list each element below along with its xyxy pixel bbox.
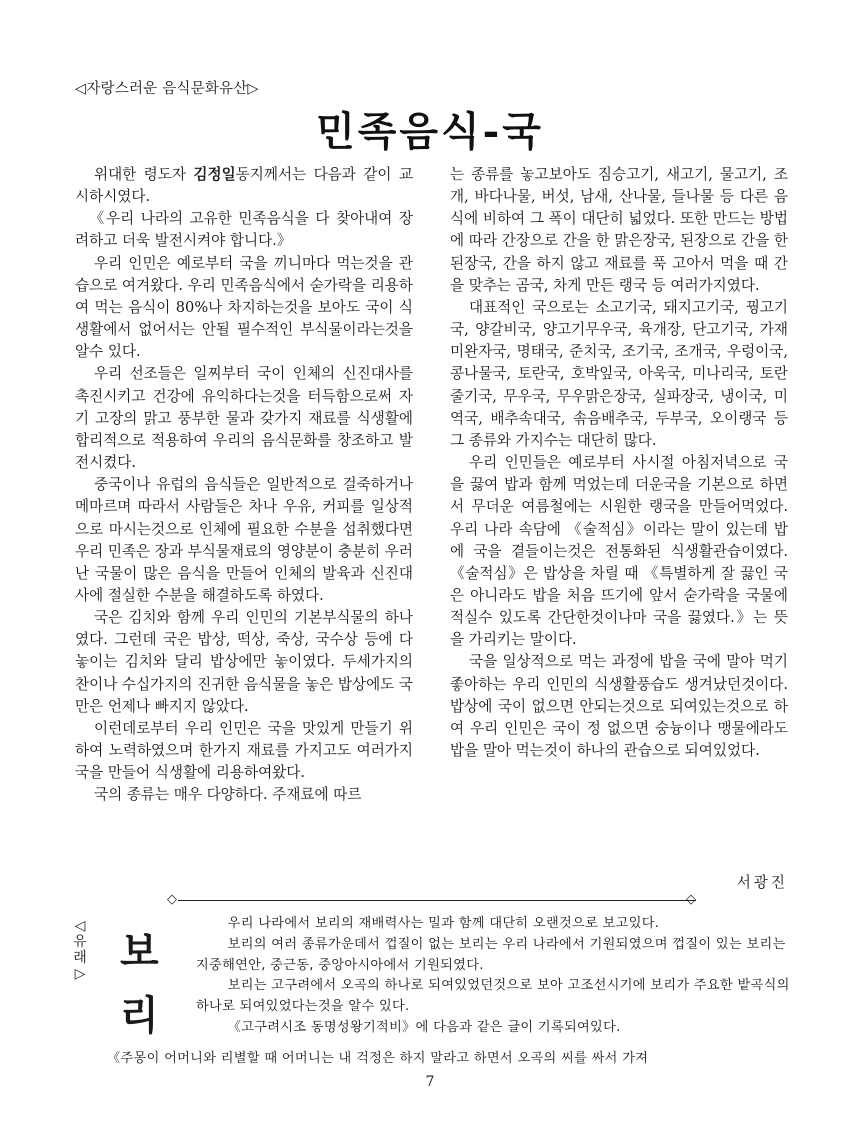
barley-section-text — [196, 914, 792, 1039]
paragraph — [75, 164, 413, 208]
section-tag-char: 유 — [73, 934, 87, 950]
paragraph-text: 동지께서는 다음과 같이 교시하시였다. — [75, 166, 413, 206]
section-divider — [178, 900, 696, 901]
paragraph: 국은 김치와 함께 우리 인민의 기본부식물의 하나였다. 그런데 국은 밥상, 떡상, 죽상, 국수상 등에 다 놓이는 김치와 달리 밥상에만 놓이였다. 두세가지의 찬이나 수십가지의 진귀한 음식물을 놓은 밥상에도 국만은 언제나 빠지지 않았다. — [75, 609, 413, 715]
section-tag-char: ◁ — [74, 918, 86, 934]
right-column — [450, 164, 788, 762]
paragraph: 대표적인 국으로는 소고기국, 돼지고기국, 꿩고기국, 양갈비국, 양고기무우국, 육개장, 단고기국, 가재미완자국, 명태국, 준치국, 조기국, 조개국, 우렁이국, 콩나물국, 토란국, 호박잎국, 아욱국, 미나리국, 토란줄기국, 무우국, 무우맑은장국, 실파장국, 냉이국, 미역국, 배추속대국, 솎음배추국, 두부국, 오이랭국 등 그 종류와 가지수는 대단히 많다. — [450, 298, 788, 449]
paragraph: 국을 일상적으로 먹는 과정에 밥을 국에 말아 먹기 좋아하는 우리 인민의 식생활풍습도 생겨났던것이다. 밥상에 국이 없으면 안되는것으로 되여있는것으로 하여 우리 인민은 국이 정 없으면 숭늉이나 맹물에라도 밥을 말아 먹는것이 하나의 관습으로 되여있었다. — [450, 653, 788, 760]
section-title-char: 리 — [120, 992, 159, 1039]
paragraph-last-line: 《주몽이 어머니와 리별할 때 어머니는 내 걱정은 하지 말라고 하면서 오곡의 씨를 싸서 가져 — [107, 1051, 649, 1066]
paragraph: 우리 나라에서 보리의 재배력사는 밀과 함께 대단히 오랜것으로 보고있다. — [227, 916, 660, 931]
diamond-ornament-icon: ◇ — [167, 892, 177, 907]
paragraph: 국의 종류는 매우 다양하다. 주재료에 따르 — [93, 786, 362, 804]
section-tag-char: ▷ — [74, 966, 86, 982]
paragraph: 우리 인민은 예로부터 국을 끼니마다 먹는것을 관습으로 여겨왔다. 우리 민족음식에서 숟가락을 리용하여 먹는 음식이 80%나 차지하는것을 보아도 국이 식생활에서 없어서는 안될 필수적인 부식물이라는것을 알수 있다. — [75, 254, 413, 361]
section-tag-char: 래 — [73, 950, 87, 966]
article-title: 민족음식-국 — [316, 108, 544, 155]
paragraph: 는 종류를 놓고보아도 짐승고기, 새고기, 물고기, 조개, 바다나물, 버섯, 남새, 산나물, 들나물 등 다른 음식에 비하여 그 폭이 대단히 넓었다. 또한 만드는 방법에 따라 간장으로 간을 한 맑은장국, 된장으로 간을 한 된장국, 간을 하지 않고 재료를 푹 고아서 먹을 때 간을 맞추는 곰국, 차게 만든 랭국 등 여러가지였다. — [450, 166, 788, 294]
paragraph: 우리 인민들은 예로부터 사시절 아침저녁으로 국을 끓여 밥과 함께 먹었는데 더운국을 기본으로 하면서 무더운 여름철에는 시원한 랭국을 만들어먹었다. 우리 나라 속담에 《술적심》이라는 말이 있는데 밥에 국을 곁들이는것은 전통화된 식생활관습이였다. 《술적심》은 밥상을 차릴 때 《특별하게 잘 끓인 국은 아니라도 밥을 처음 뜨기에 앞서 숟가락을 국물에 적실수 있도록 간단한것이나마 국을 끓였다.》는 뜻을 가리키는 말이다. — [450, 454, 788, 649]
paragraph-text: 위대한 령도자 — [93, 166, 194, 183]
quote-paragraph: 《우리 나라의 고유한 민족음식을 다 찾아내여 장려하고 더욱 발전시켜야 합니다.》 — [75, 210, 413, 250]
paragraph: 보리의 여러 종류가운데서 껍질이 없는 보리는 우리 나라에서 기원되였으며 껍질이 있는 보리는 지중해연안, 중근동, 중앙아시아에서 기원되였다. — [196, 936, 786, 973]
author-name: 서광진 — [736, 874, 788, 891]
section-title-char: 보 — [120, 928, 159, 975]
section-tag — [70, 918, 90, 982]
paragraph: 이런데로부터 우리 인민은 국을 맛있게 만들기 위하여 노력하였으며 한가지 재료를 가지고도 여러가지 국을 만들어 식생활에 리용하여왔다. — [75, 719, 413, 782]
page-number: 7 — [425, 1074, 435, 1090]
paragraph: 《고구려시조 동명성왕기적비》에 다음과 같은 글이 기록되여있다. — [227, 1019, 621, 1035]
paragraph: 중국이나 유럽의 음식들은 일반적으로 걸죽하거나 메마르며 따라서 사람들은 차나 우유, 커피를 일상적으로 마시는것으로 인체에 필요한 수분을 섭취했다면 우리 민족은 장과 부식물재료의 영양분이 충분히 우러난 국물이 많은 음식을 만들어 인체의 발육과 신진대사에 절실한 수분을 해결하도록 하였다. — [75, 476, 413, 604]
leader-name: 김정일 — [193, 166, 236, 183]
left-column — [75, 164, 413, 807]
series-label: ◁자랑스러운 음식문화유산▷ — [75, 81, 259, 97]
diamond-ornament-icon: ◇ — [686, 892, 696, 907]
paragraph: 보리는 고구려에서 오곡의 하나로 되여있었던것으로 보아 고조선시기에 보리가 주요한 밭곡식의 하나로 되여있었다는것을 알수 있다. — [196, 978, 790, 1015]
paragraph: 우리 선조들은 일찌부터 국이 인체의 신진대사를 촉진시키고 건강에 유익하다는것을 터득함으로써 자기 고장의 맑고 풍부한 물과 갖가지 재료를 식생활에 합리적으로 적용하여 우리의 음식문화를 창조하고 발전시켰다. — [75, 365, 413, 472]
